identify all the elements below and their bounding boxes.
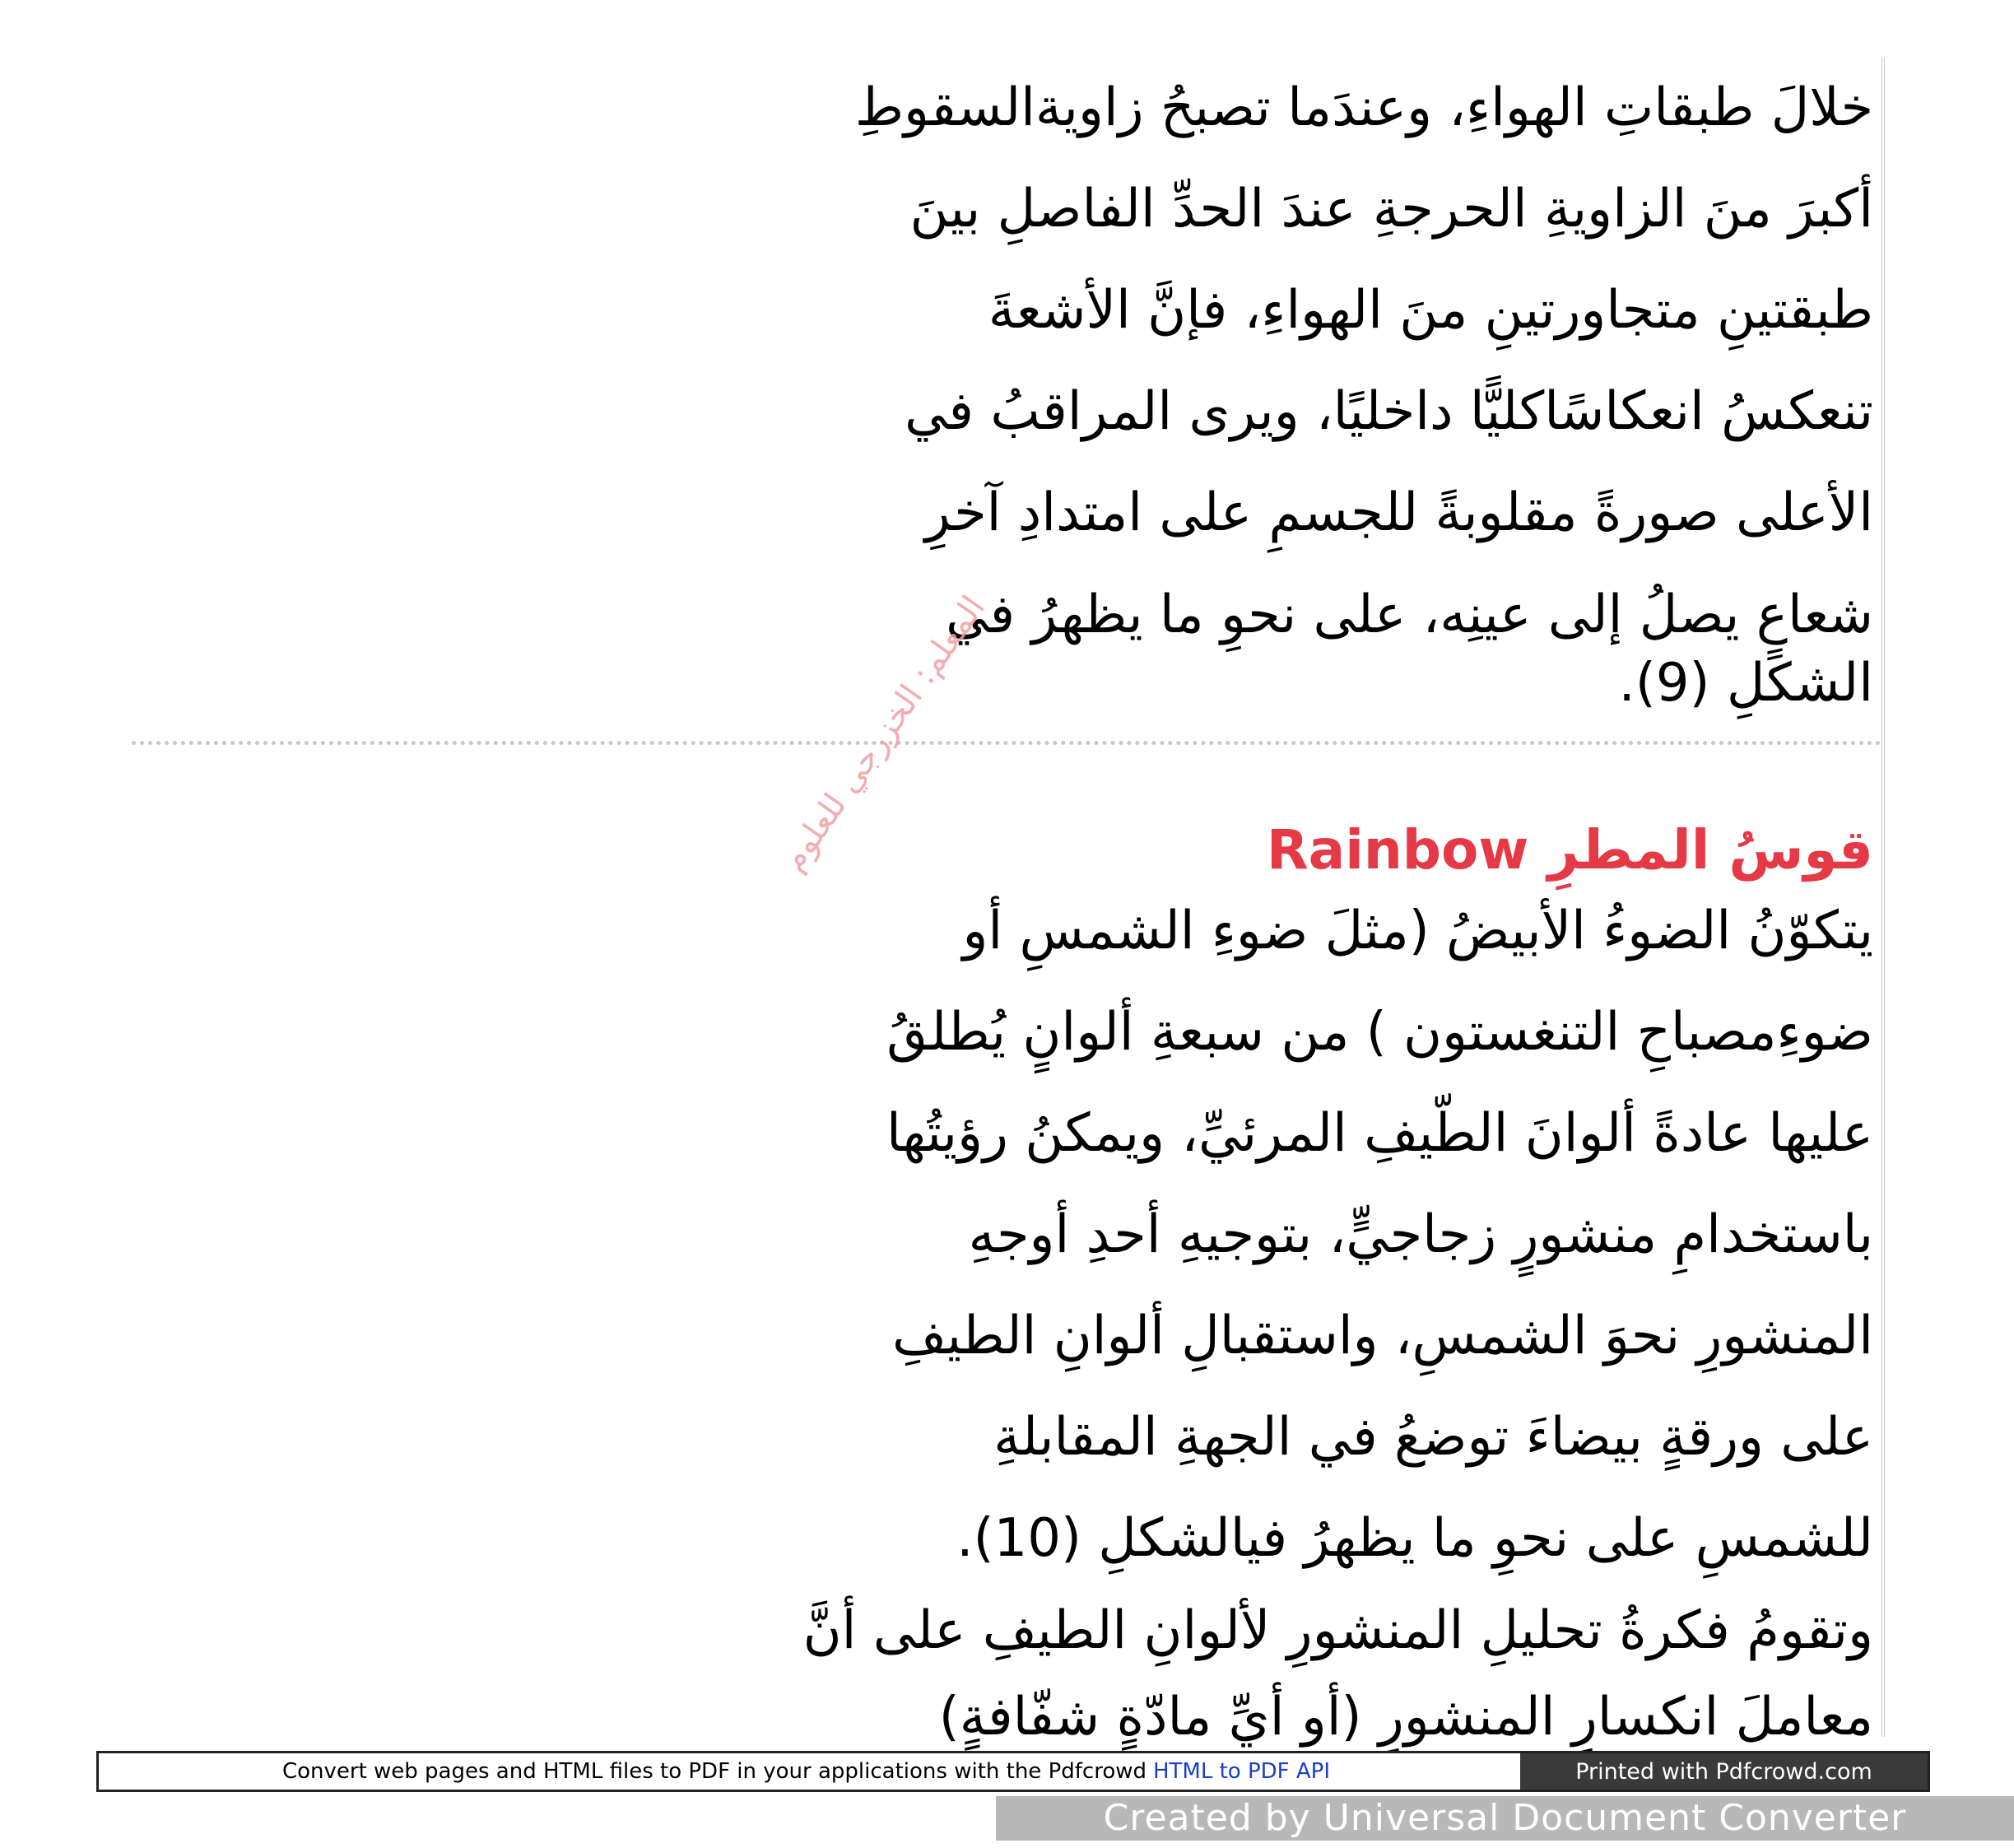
- paragraph-line: باستخدامِ منشورٍ زجاجيٍّ، بتوجيهِ أحدِ أوجهِ: [968, 1204, 1873, 1265]
- html-to-pdf-api-link[interactable]: HTML to PDF API: [1153, 1759, 1331, 1784]
- paragraph-line: الشكلِ (9).: [1618, 653, 1873, 714]
- content-frame: [132, 58, 1885, 1748]
- printed-with-pdfcrowd-link[interactable]: Printed with Pdfcrowd.com: [1520, 1753, 1928, 1790]
- paragraph-line: خلالَ طبقاتِ الهواءِ، وعندَما تصبحُ زاويةالسقوطِ: [854, 77, 1873, 138]
- paragraph-line: الأعلى صورةً مقلوبةً للجسمِ على امتدادِ آخرِ: [924, 482, 1873, 543]
- paragraph-line: للشمسِ على نحوِ ما يظهرُ فيالشكلِ (10).: [956, 1508, 1873, 1569]
- paragraph-line: أكبرَ منَ الزاويةِ الحرجةِ عندَ الحدِّ الفاصلِ بينَ: [909, 179, 1873, 240]
- paragraph-line: المنشورِ نحوَ الشمسِ، واستقبالِ ألوانِ الطيفِ: [892, 1306, 1873, 1366]
- paragraph-line: ضوءِمصباحِ التنغستون ) من سبعةِ ألوانٍ يُطلقُ: [886, 1002, 1873, 1063]
- paragraph-line: عليها عادةً ألوانَ الطّيفِ المرئيِّ، ويمكنُ رؤيتُها: [886, 1103, 1873, 1164]
- paragraph-line: وتقومُ فكرةُ تحليلِ المنشورِ لألوانِ الطيفِ على أنَّ: [802, 1600, 1873, 1661]
- universal-document-converter-banner: Created by Universal Document Converter: [996, 1796, 2014, 1841]
- watermark-text: المعلم: الخزرجي للعلوم: [774, 589, 993, 878]
- paragraph-rainbow: [128, 881, 1873, 1762]
- paragraph-line: على ورقةٍ بيضاءَ توضعُ في الجهةِ المقابلةِ: [993, 1407, 1873, 1468]
- paragraph-line: شعاعٍ يصلُ إلى عينِه، على نحوِ ما يظهرُ في: [946, 584, 1873, 645]
- paragraph-line: طبقتينِ متجاورتينِ منَ الهواءِ، فإنَّ الأشعةَ: [988, 280, 1873, 341]
- paragraph-line: معاملَ انكسارِ المنشورِ (أو أيِّ مادّةٍ شفّافةٍ): [938, 1687, 1873, 1748]
- section-divider: [132, 741, 1881, 745]
- footer-promo-text: Convert web pages and HTML files to PDF in your applications with the Pdfcrowd: [281, 1759, 1147, 1784]
- pdfcrowd-footer: [96, 1751, 1930, 1792]
- paragraph-line: يتكوّنُ الضوءُ الأبيضُ (مثلَ ضوءِ الشمسِ أو: [962, 901, 1873, 961]
- paragraph-line: تنعكسُ انعكاسًاكليًّا داخليًا، ويرى المراقبُ في: [905, 381, 1873, 442]
- paragraph-total-internal-reflection: [128, 58, 1873, 714]
- section-heading-rainbow: قوسُ المطرِ Rainbow: [1266, 818, 1873, 882]
- footer-promo: [99, 1753, 1520, 1790]
